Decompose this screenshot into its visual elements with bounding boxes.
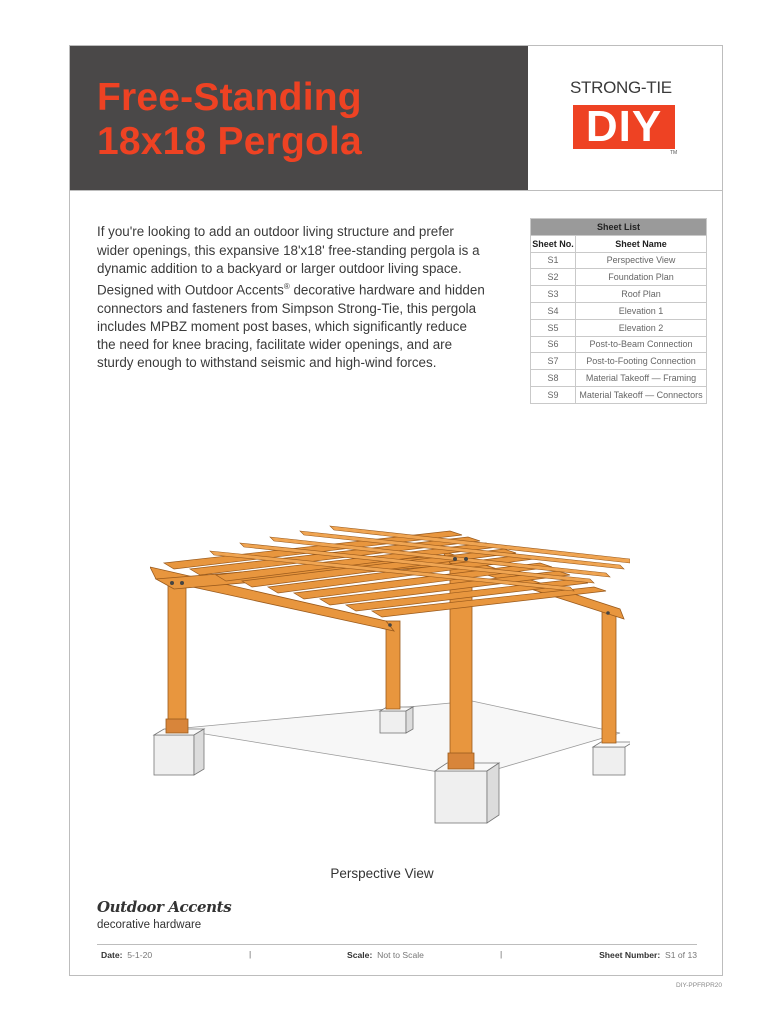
sheet-no-cell: S2	[531, 269, 576, 286]
table-row	[531, 353, 707, 370]
sheet-no-cell: S6	[531, 336, 576, 353]
registered-mark: ®	[283, 282, 290, 291]
outdoor-accents-logo: Outdoor Accents	[97, 898, 232, 916]
sheet-list-table	[530, 218, 707, 404]
sheet-name-cell: Post-to-Beam Connection	[576, 336, 707, 353]
sheet-no-cell: S4	[531, 302, 576, 319]
post-base-front-left	[166, 719, 188, 733]
footer-separator: |	[500, 949, 503, 959]
table-row	[531, 269, 707, 286]
post-front-left	[168, 581, 186, 731]
footing-back-left	[380, 707, 413, 733]
footer-scale	[347, 950, 424, 960]
footing-front-right	[435, 763, 499, 823]
drawing-caption: Perspective View	[330, 866, 434, 881]
brand-diy-box: DIY	[573, 105, 675, 149]
pergola-perspective-drawing	[150, 471, 630, 846]
sheet-no-cell: S5	[531, 319, 576, 336]
table-row	[531, 252, 707, 269]
sheet-list-caption: Sheet List	[531, 219, 707, 236]
sheet-name-cell: Foundation Plan	[576, 269, 707, 286]
outdoor-accents-subtitle: decorative hardware	[97, 919, 202, 931]
sheet-number-value: S1 of 13	[664, 950, 697, 960]
sheet-name-cell: Perspective View	[576, 252, 707, 269]
sheet-name-cell: Elevation 1	[576, 302, 707, 319]
table-row	[531, 336, 707, 353]
title-block-footer	[97, 950, 697, 964]
pergola-illustration	[150, 526, 630, 823]
sheet-no-cell: S1	[531, 252, 576, 269]
page-title-line-1: Free-Standing	[97, 76, 362, 119]
table-row	[531, 319, 707, 336]
date-value: 5-1-20	[127, 950, 153, 960]
table-row	[531, 302, 707, 319]
scale-value: Not to Scale	[377, 950, 424, 960]
footer-divider	[97, 944, 697, 945]
footing-back-right	[593, 742, 630, 775]
date-label: Date:	[101, 950, 123, 960]
document-code: DIY-PPFRPR20	[676, 982, 722, 989]
brand-strong-tie-text: STRONG-TIE	[570, 78, 672, 97]
table-row	[531, 286, 707, 303]
title-band	[70, 46, 528, 190]
table-row	[531, 370, 707, 387]
header-divider	[70, 190, 722, 191]
sheet-name-cell: Roof Plan	[576, 286, 707, 303]
table-row	[531, 386, 707, 403]
intro-text-part-2: decorative hardware and hidden connectors and fasteners from Simpson Strong-Tie, this pergola includes MPBZ moment post bases, which significantly reduce the need for knee bracing, facilitate wider openings, and are sturdy enough to withstand seismic and high-wind forces.	[97, 282, 485, 371]
sheet-list-header-row	[531, 235, 707, 252]
column-header-sheet-no: Sheet No.	[531, 235, 576, 252]
footer-separator: |	[249, 949, 252, 959]
footing-front-left	[154, 729, 204, 775]
document-sheet	[69, 45, 723, 976]
footer-sheet-number	[599, 950, 697, 960]
intro-text-part-1: If you're looking to add an outdoor living structure and prefer wider openings, this expansive 18'x18' free-standing pergola is a dynamic addition to a backyard or larger outdoor living space. Designed with Outdoor Accents	[97, 224, 480, 298]
scale-label: Scale:	[347, 950, 373, 960]
sheet-no-cell: S8	[531, 370, 576, 387]
sheet-list-caption-row	[531, 219, 707, 236]
sheet-name-cell: Elevation 2	[576, 319, 707, 336]
intro-paragraph	[97, 223, 487, 372]
page-title-line-2: 18x18 Pergola	[97, 120, 362, 163]
sheet-no-cell: S7	[531, 353, 576, 370]
sheet-no-cell: S9	[531, 386, 576, 403]
post-back-left	[386, 621, 400, 709]
column-header-sheet-name: Sheet Name	[576, 235, 707, 252]
post-base-front-right	[448, 753, 474, 769]
sheet-number-label: Sheet Number:	[599, 950, 661, 960]
brand-trademark: TM	[670, 150, 678, 156]
sheet-name-cell: Material Takeoff — Connectors	[576, 386, 707, 403]
strong-tie-diy-logo	[570, 78, 680, 158]
footer-date	[101, 950, 152, 960]
sheet-name-cell: Post-to-Footing Connection	[576, 353, 707, 370]
sheet-name-cell: Material Takeoff — Framing	[576, 370, 707, 387]
sheet-no-cell: S3	[531, 286, 576, 303]
post-back-right	[602, 611, 616, 743]
